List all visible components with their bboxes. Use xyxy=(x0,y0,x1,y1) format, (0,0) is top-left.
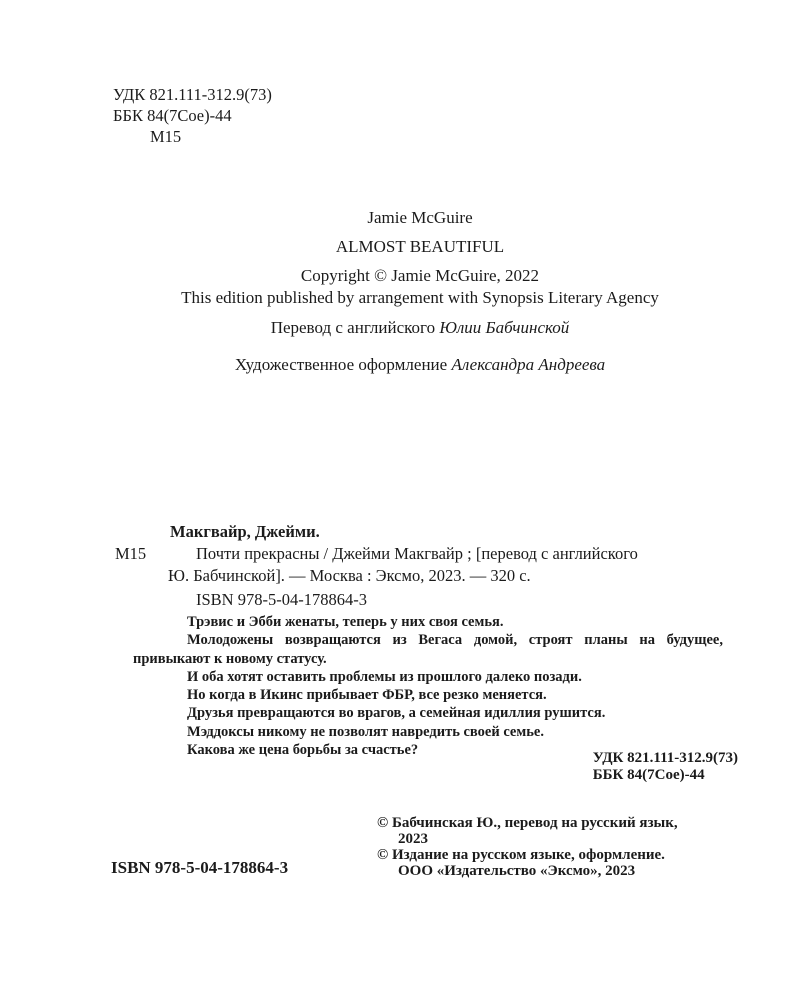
original-author: Jamie McGuire xyxy=(367,208,473,227)
catalog-entry-line1: Почти прекрасны / Джейми Макгвайр ; [перевод с английского xyxy=(196,544,638,563)
translator-name: Юлии Бабчинской xyxy=(439,318,570,337)
annotation-paragraph: Но когда в Икинс прибывает ФБР, все резко меняется. xyxy=(187,687,547,704)
edition-arrangement-line: This edition published by arrangement with Synopsis Literary Agency xyxy=(181,288,659,307)
bottom-isbn: ISBN 978-5-04-178864-3 xyxy=(111,858,289,877)
catalog-isbn: ISBN 978-5-04-178864-3 xyxy=(196,590,367,609)
bbk-code-top: ББК 84(7Сое)-44 xyxy=(113,106,232,125)
design-label: Художественное оформление xyxy=(234,355,452,374)
udk-code-bottom: УДК 821.111-312.9(73) xyxy=(592,750,738,766)
copyright-block xyxy=(377,815,747,879)
annotation-paragraph: Мэддоксы никому не позволят навредить своей семье. xyxy=(187,723,544,740)
author-sign-top: М15 xyxy=(150,127,182,146)
original-title: ALMOST BEAUTIFUL xyxy=(335,237,505,256)
udk-code-top: УДК 821.111-312.9(73) xyxy=(113,85,272,104)
classification-block-top xyxy=(113,84,272,147)
design-credit xyxy=(40,354,800,376)
catalog-author-sign: М15 xyxy=(115,544,147,563)
designer-name: Александра Андреева xyxy=(451,355,606,374)
translation-credit xyxy=(40,317,800,339)
catalog-entry-line2: Ю. Бабчинской]. — Москва : Эксмо, 2023. — 320 с. xyxy=(168,566,531,585)
copyright-line: © Бабчинская Ю., перевод на русский язык, xyxy=(377,815,678,831)
copyright-entry xyxy=(377,847,747,879)
annotation-paragraph: Молодожены возвращаются из Вегаса домой, строят планы на будущее, привыкают к новому статусу. xyxy=(133,632,723,667)
catalog-author-heading: Макгвайр, Джейми. xyxy=(170,522,320,541)
annotation xyxy=(133,613,723,759)
translation-label: Перевод с английского xyxy=(270,318,440,337)
annotation-paragraph: Трэвис и Эбби женаты, теперь у них своя семья. xyxy=(187,614,504,630)
bbk-code-bottom: ББК 84(7Сое)-44 xyxy=(592,766,705,783)
copyright-line-continuation: ООО «Издательство «Эксмо», 2023 xyxy=(398,863,636,879)
copyright-line-continuation: 2023 xyxy=(398,831,428,847)
copyright-original-line: Copyright © Jamie McGuire, 2022 xyxy=(300,266,540,285)
copyright-line: © Издание на русском языке, оформление. xyxy=(377,847,665,863)
annotation-paragraph: Какова же цена борьбы за счастье? xyxy=(187,742,419,759)
classification-block-bottom xyxy=(593,750,738,783)
copyright-entry xyxy=(377,815,747,847)
annotation-paragraph: Друзья превращаются во врагов, а семейная идиллия рушится. xyxy=(187,705,606,722)
annotation-paragraph: И оба хотят оставить проблемы из прошлого далеко позади. xyxy=(187,668,582,685)
